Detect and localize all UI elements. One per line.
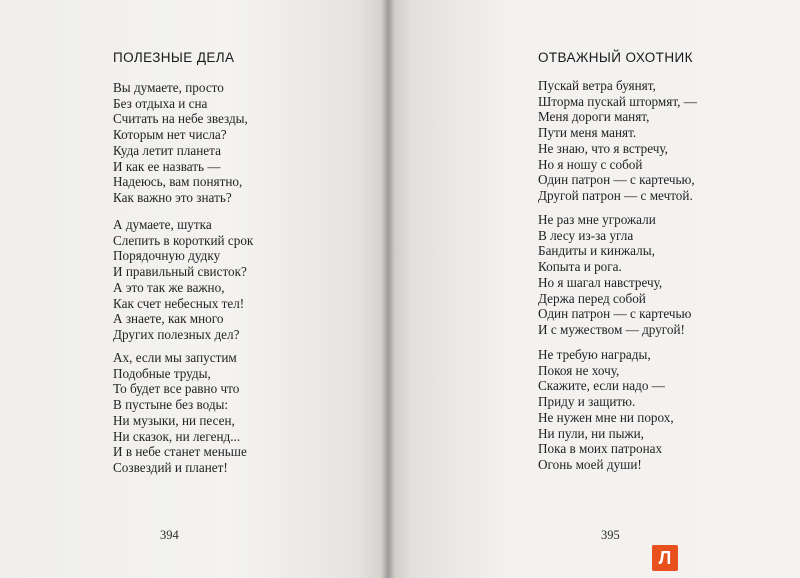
verse-line: И правильный свисток? <box>113 264 247 280</box>
verse-line: Держа перед собой <box>538 290 646 306</box>
verse-line: Приду и защитю. <box>538 394 636 410</box>
verse-line: Один патрон — с картечью, <box>538 172 695 188</box>
stanza-right-3 <box>538 347 674 473</box>
poem-title-right: ОТВАЖНЫЙ ОХОТНИК <box>538 50 693 65</box>
verse-line: И с мужеством — другой! <box>538 321 685 337</box>
verse-line: Порядочную дудку <box>113 248 221 264</box>
verse-line: Других полезных дел? <box>113 326 240 342</box>
verse-line: И в небе станет меньше <box>113 444 247 460</box>
left-page <box>0 0 388 578</box>
verse-line: Как счет небесных тел! <box>113 295 245 311</box>
verse-line: Шторма пускай штормят, — <box>538 93 697 109</box>
verse-line: Бандиты и кинжалы, <box>538 243 655 259</box>
verse-line: Которым нет числа? <box>113 127 227 143</box>
verse-line: Созвездий и планет! <box>113 459 228 475</box>
page-number-right: 395 <box>601 528 620 542</box>
verse-line: Считать на небе звезды, <box>113 111 248 127</box>
publisher-l-logo-icon: Л <box>652 545 678 571</box>
verse-line: Ни пули, ни пыжи, <box>538 425 644 441</box>
verse-line: Ни музыки, ни песен, <box>113 412 235 428</box>
verse-line: И как ее назвать — <box>113 158 221 174</box>
verse-line: Пути меня манят. <box>538 125 637 141</box>
verse-line: Пускай ветра буянят, <box>538 78 656 93</box>
verse-line: Не раз мне угрожали <box>538 212 656 227</box>
verse-line: Как важно это знать? <box>113 189 232 205</box>
verse-line: Один патрон — с картечью <box>538 306 692 322</box>
verse-line: Без отдыха и сна <box>113 95 208 111</box>
verse-line: Надеюсь, вам понятно, <box>113 174 243 190</box>
verse-line: В лесу из-за угла <box>538 227 634 243</box>
stanza-right-2 <box>538 212 691 338</box>
stanza-right-1 <box>538 78 697 204</box>
page-number-left: 394 <box>160 528 179 542</box>
stanza-left-1 <box>113 80 248 206</box>
verse-line: Скажите, если надо — <box>538 378 665 394</box>
verse-line: Подобные труды, <box>113 365 211 381</box>
verse-line: Не нужен мне ни порох, <box>538 409 674 425</box>
verse-line: Не знаю, что я встречу, <box>538 140 668 156</box>
verse-line: Огонь моей души! <box>538 456 642 472</box>
verse-line: В пустыне без воды: <box>113 397 229 413</box>
book-gutter <box>381 0 395 578</box>
verse-line: А знаете, как много <box>113 311 224 327</box>
right-page <box>388 0 800 578</box>
verse-line: Вы думаете, просто <box>113 80 224 95</box>
verse-line: Ни сказок, ни легенд... <box>113 428 241 444</box>
stanza-left-2 <box>113 217 253 343</box>
verse-line: Другой патрон — с мечтой. <box>538 187 693 203</box>
verse-line: Ах, если мы запустим <box>113 350 237 365</box>
verse-line: Слепить в короткий срок <box>113 232 254 248</box>
stanza-left-3 <box>113 350 247 476</box>
verse-line: Но я ношу с собой <box>538 156 643 172</box>
verse-line: Куда летит планета <box>113 142 221 158</box>
verse-line: То будет все равно что <box>113 381 240 397</box>
verse-line: Но я шагал навстречу, <box>538 274 663 290</box>
poem-title-left: ПОЛЕЗНЫЕ ДЕЛА <box>113 50 235 65</box>
verse-line: А это так же важно, <box>113 279 225 295</box>
verse-line: Меня дороги манят, <box>538 109 650 125</box>
verse-line: Копыта и рога. <box>538 259 622 275</box>
verse-line: Покоя не хочу, <box>538 362 620 378</box>
verse-line: А думаете, шутка <box>113 217 212 232</box>
verse-line: Пока в моих патронах <box>538 441 663 457</box>
verse-line: Не требую награды, <box>538 347 651 362</box>
